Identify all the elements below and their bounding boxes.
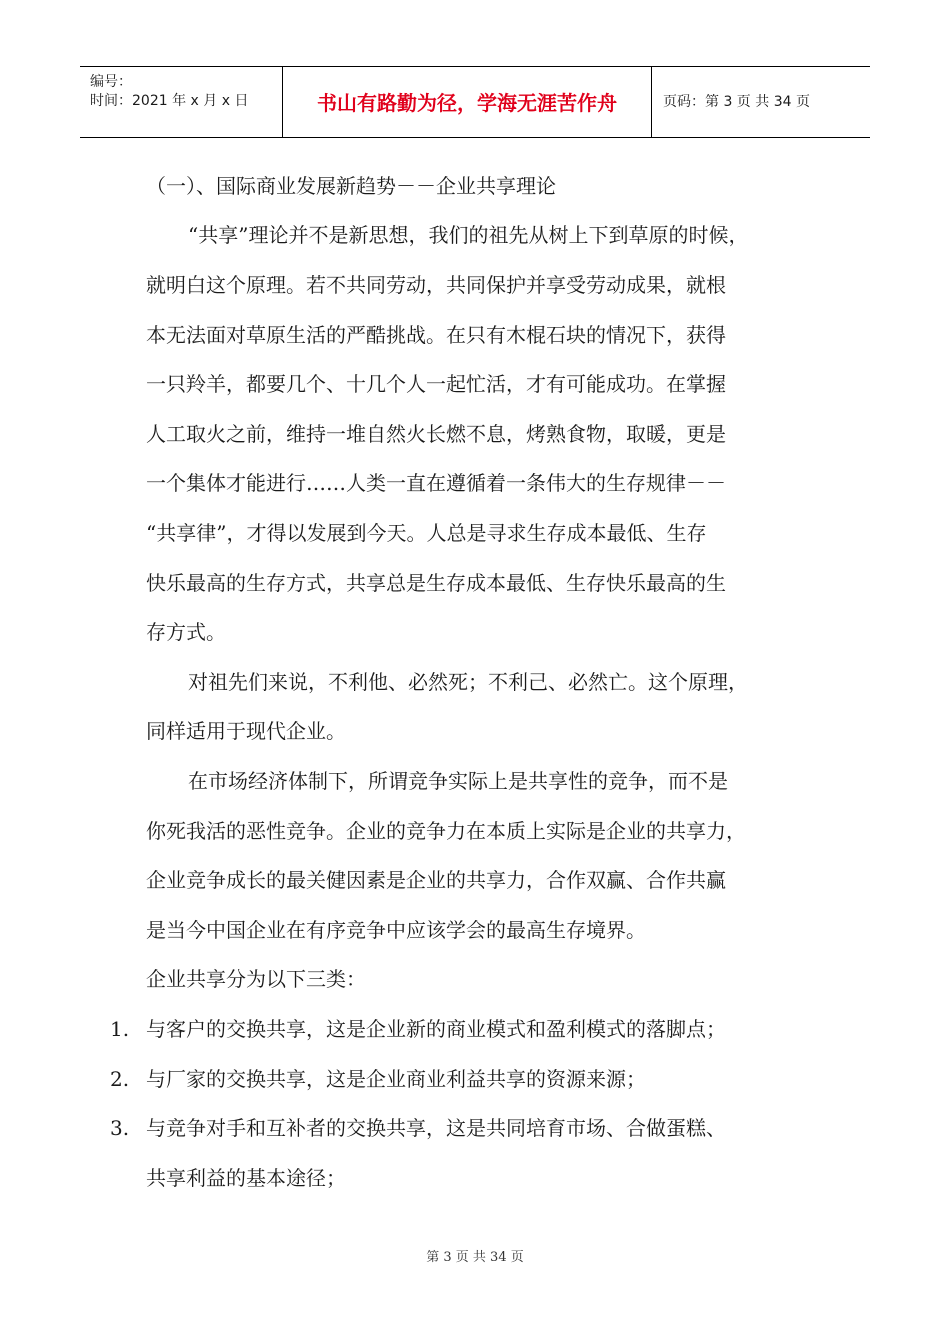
paragraph-line: 存方式。	[146, 620, 226, 644]
paragraph-line: 在市场经济体制下，所谓竞争实际上是共享性的竞争，而不是	[188, 769, 728, 793]
list-item: 与厂家的交换共享，这是企业商业利益共享的资源来源；	[146, 1067, 646, 1091]
list-item: 与客户的交换共享，这是企业新的商业模式和盈利模式的落脚点；	[146, 1017, 726, 1041]
paragraph-line: “共享律”，才得以发展到今天。人总是寻求生存成本最低、生存	[146, 521, 707, 545]
paragraph-line: 快乐最高的生存方式，共享总是生存成本最低、生存快乐最高的生	[146, 571, 726, 595]
paragraph-line: 一只羚羊，都要几个、十几个人一起忙活，才有可能成功。在掌握	[146, 372, 726, 396]
list-number: 2.	[110, 1067, 130, 1091]
paragraph-line: 是当今中国企业在有序竞争中应该学会的最高生存境界。	[146, 918, 646, 942]
document-number-label: 编号：	[90, 74, 132, 90]
paragraph-line: 同样适用于现代企业。	[146, 719, 346, 743]
list-item-continuation: 共享利益的基本途径；	[146, 1166, 346, 1190]
paragraph-line: 就明白这个原理。若不共同劳动，共同保护并享受劳动成果，就根	[146, 273, 726, 297]
paragraph-line: 企业竞争成长的最关健因素是企业的共享力，合作双赢、合作共赢	[146, 868, 726, 892]
document-date-label: 时间：2021 年 x 月 x 日	[90, 93, 249, 109]
header-page-number: 页码：第 3 页 共 34 页	[663, 94, 810, 110]
list-intro: 企业共享分为以下三类：	[146, 967, 366, 991]
paragraph-line: 一个集体才能进行……人类一直在遵循着一条伟大的生存规律－－	[146, 471, 726, 495]
paragraph-line: 对祖先们来说，不利他、必然死；不利己、必然亡。这个原理，	[188, 670, 748, 694]
list-number: 3.	[110, 1116, 130, 1140]
paragraph-line: 人工取火之前，维持一堆自然火长燃不息，烤熟食物，取暖，更是	[146, 422, 726, 446]
header-info-cell	[80, 67, 283, 137]
header-motto-cell	[283, 67, 652, 137]
paragraph-line: 本无法面对草原生活的严酷挑战。在只有木棍石块的情况下，获得	[146, 323, 726, 347]
paragraph-line: 你死我活的恶性竞争。企业的竞争力在本质上实际是企业的共享力，	[146, 819, 746, 843]
page-header	[80, 66, 870, 138]
page-footer: 第 3 页 共 34 页	[426, 1250, 524, 1265]
header-motto: 书山有路勤为径，学海无涯苦作舟	[317, 91, 617, 115]
list-number: 1.	[110, 1017, 130, 1041]
list-item: 与竞争对手和互补者的交换共享，这是共同培育市场、合做蛋糕、	[146, 1116, 726, 1140]
paragraph-line: “共享”理论并不是新思想，我们的祖先从树上下到草原的时候，	[188, 223, 749, 247]
header-page-cell	[652, 67, 870, 137]
section-title: （一）、国际商业发展新趋势－－企业共享理论	[146, 174, 556, 198]
